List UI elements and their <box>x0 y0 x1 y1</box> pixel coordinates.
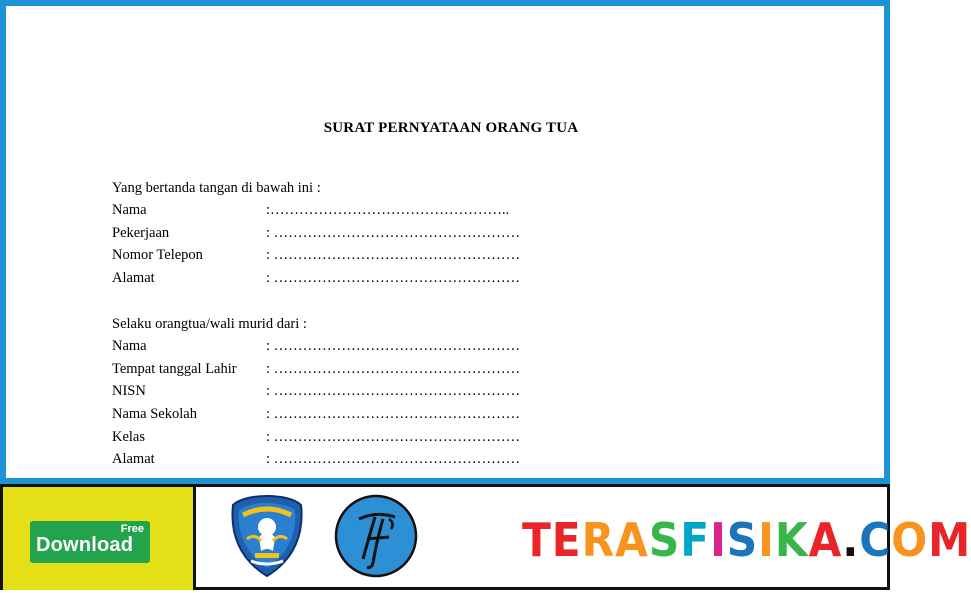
student-section <box>112 313 521 471</box>
field-blank: : …………………………………………… <box>266 428 521 445</box>
section-intro: Yang bertanda tangan di bawah ini : <box>112 180 321 196</box>
field-label: Alamat <box>112 451 155 468</box>
field-row <box>112 380 521 403</box>
brand-letter: S <box>726 513 759 567</box>
field-blank: : …………………………………………… <box>266 360 521 377</box>
terasfisika-brand <box>522 512 971 568</box>
field-blank: :………………………………………….. <box>266 202 510 218</box>
document-title: SURAT PERNYATAAN ORANG TUA <box>323 120 579 136</box>
field-label: NISN <box>112 383 146 400</box>
download-button[interactable] <box>30 521 150 563</box>
brand-letter: E <box>551 513 582 567</box>
brand-letter: A <box>615 513 649 567</box>
brand-letter: F <box>680 513 711 567</box>
field-label: Nama <box>112 338 147 354</box>
field-label: Alamat <box>112 270 155 287</box>
field-label: Kelas <box>112 428 146 445</box>
field-row <box>112 222 521 245</box>
field-row <box>112 199 510 222</box>
field-label: Nama <box>112 202 147 218</box>
brand-letter: T <box>522 513 552 567</box>
brand-letter: M <box>928 513 971 567</box>
tf-monogram-logo-icon <box>333 493 419 579</box>
section-intro: Selaku orangtua/wali murid dari : <box>112 316 307 332</box>
field-row <box>112 267 521 290</box>
tut-wuri-handayani-logo-icon <box>229 493 305 579</box>
field-blank: : …………………………………………… <box>266 270 521 287</box>
field-label: Nomor Telepon <box>112 247 203 264</box>
field-blank: : …………………………………………… <box>266 406 521 423</box>
field-blank: : …………………………………………… <box>266 247 521 264</box>
field-label: Pekerjaan <box>112 224 170 241</box>
brand-letter: I <box>710 513 727 567</box>
field-blank: : …………………………………………… <box>266 451 521 468</box>
download-panel <box>0 484 193 590</box>
field-blank: : …………………………………………… <box>266 383 521 400</box>
field-label: Tempat tanggal Lahir <box>112 360 237 377</box>
brand-letter: I <box>758 513 775 567</box>
field-row <box>112 426 521 449</box>
brand-letter: A <box>808 513 843 567</box>
brand-letter: . <box>842 513 860 567</box>
field-blank: : …………………………………………… <box>266 224 521 241</box>
brand-letter: R <box>581 513 616 567</box>
field-row <box>112 403 521 426</box>
parent-section <box>112 177 521 290</box>
download-label: Download <box>36 534 134 556</box>
brand-letter: O <box>891 513 929 567</box>
field-row <box>112 244 521 267</box>
field-row <box>112 335 521 358</box>
field-row <box>112 448 521 471</box>
free-label: Free <box>120 523 144 535</box>
brand-letter: C <box>859 513 892 567</box>
brand-letter: K <box>774 513 809 567</box>
field-label: Nama Sekolah <box>112 406 197 423</box>
field-blank: : …………………………………………… <box>266 338 521 354</box>
field-row <box>112 358 521 381</box>
brand-letter: S <box>648 513 681 567</box>
